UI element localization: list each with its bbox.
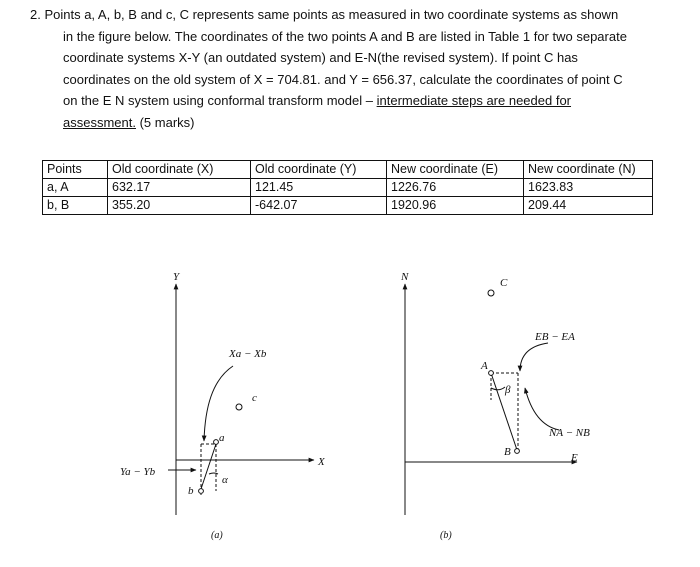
question-line-1: 2. Points a, A, b, B and c, C represents same points as measured in two coordinate systems as shown — [30, 7, 619, 22]
table-cell: 632.17 — [108, 179, 251, 197]
figure-a — [168, 284, 314, 515]
delta-e-arrow — [520, 343, 548, 371]
delta-x-arrow — [204, 366, 233, 441]
figure-a-caption: (a) — [211, 530, 223, 541]
delta-y-label: Ya − Yb — [120, 466, 156, 478]
point-B-label: B — [504, 446, 511, 458]
table-header: Points — [43, 161, 108, 179]
line-AB — [491, 373, 517, 450]
y-axis-label: Y — [173, 271, 180, 283]
figure-b-caption: (b) — [440, 530, 452, 541]
angle-beta-label: β — [505, 384, 511, 396]
point-c-marker — [236, 404, 242, 410]
question-line-3: coordinate systems X-Y (an outdated system) and E-N(the revised system). If point C has — [63, 50, 578, 66]
table-cell: -642.07 — [251, 197, 387, 215]
delta-x-label: Xa − Xb — [229, 348, 267, 360]
question-line-4: coordinates on the old system of X = 704.81. and Y = 656.37, calculate the coordinates of point C — [63, 71, 623, 87]
point-C-label: C — [500, 277, 508, 289]
point-B-marker — [515, 449, 520, 454]
n-axis-label: N — [401, 271, 409, 283]
table-header: Old coordinate (Y) — [251, 161, 387, 179]
angle-beta-arc — [491, 387, 505, 390]
table-cell: 1226.76 — [387, 179, 524, 197]
figure-b — [405, 284, 577, 515]
table-cell: 1920.96 — [387, 197, 524, 215]
point-A-label: A — [481, 360, 488, 372]
table-header: Old coordinate (X) — [108, 161, 251, 179]
question-line-6: assessment. (5 marks) — [63, 114, 195, 130]
e-axis-label: E — [571, 452, 578, 464]
delta-n-label: NA − NB — [549, 427, 590, 439]
table-cell: 1623.83 — [524, 179, 653, 197]
question-line-2: in the figure below. The coordinates of the two points A and B are listed in Table 1 for two separate — [63, 28, 627, 44]
table-cell: 121.45 — [251, 179, 387, 197]
point-C-marker — [488, 290, 494, 296]
figure-a-labels — [120, 271, 326, 541]
table-header: New coordinate (E) — [387, 161, 524, 179]
table-cell: 355.20 — [108, 197, 251, 215]
table-cell: a, A — [43, 179, 108, 197]
angle-alpha-label: α — [222, 474, 228, 486]
angle-alpha-arc — [209, 473, 218, 474]
delta-n-arrow — [525, 388, 559, 430]
table-header: New coordinate (N) — [524, 161, 653, 179]
point-a-marker — [214, 440, 219, 445]
point-c-label: c — [252, 392, 257, 404]
line-ab — [201, 444, 216, 489]
table-cell: 209.44 — [524, 197, 653, 215]
point-A-marker — [489, 371, 494, 376]
point-a-label: a — [219, 432, 225, 444]
figure-b-labels — [400, 271, 590, 541]
x-axis-label: X — [318, 456, 325, 468]
question-line-5: on the E N system using conformal transform model – intermediate steps are needed for — [63, 93, 572, 109]
delta-e-label: EB − EA — [535, 331, 575, 343]
point-b-marker — [199, 489, 204, 494]
point-b-label: b — [188, 485, 194, 497]
table-cell: b, B — [43, 197, 108, 215]
